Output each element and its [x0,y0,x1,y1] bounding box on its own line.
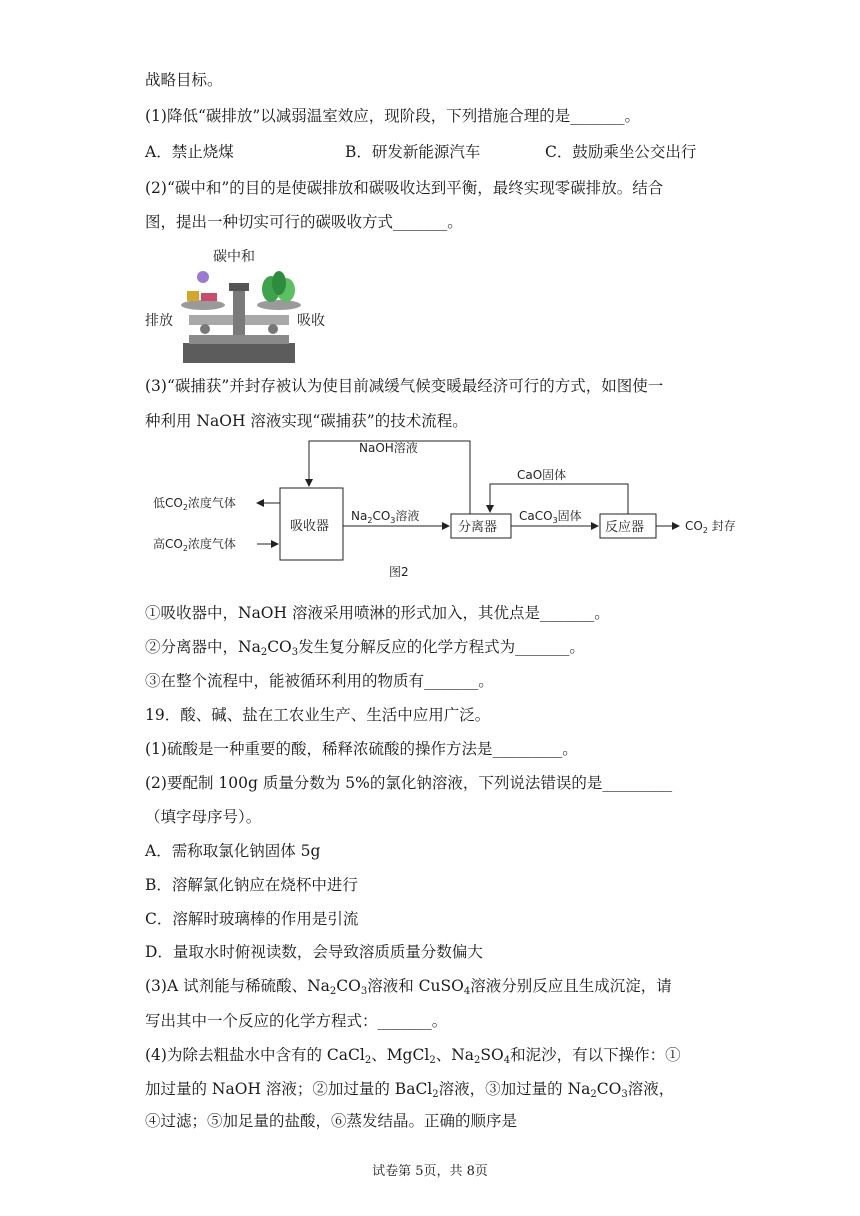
high-co2-label: 高$CO_2$浓度气体 [153,537,236,553]
question-2-text: (2)“碳中和”的目的是使碳排放和碳吸收达到平衡，最终实现零碳排放。结合 [145,179,664,197]
car-icon [201,293,217,301]
q19-option-b: B．溶解氯化钠应在烧杯中进行 [145,876,358,894]
balance-pillar [233,287,245,335]
carbon-neutral-balance-figure [145,243,345,368]
text-line: 战略目标。 [145,71,223,89]
question-19-title: 19．酸、碱、盐在工农业生产、生活中应用广泛。 [145,706,491,724]
absorber-label: 吸收器 [290,519,330,534]
balance-title: 碳中和 [213,249,255,265]
reactor-label: 反应器 [605,520,645,535]
options-row [145,141,715,163]
question-3-text-cont: 种利用 NaOH 溶液实现“碳捕获”的技术流程。 [145,412,468,430]
sub-question-3: ③在整个流程中，能被循环利用的物质有_______。 [145,672,494,690]
q19-part-1: (1)硫酸是一种重要的酸，稀释浓硫酸的操作方法是_________。 [145,740,578,758]
balance-base [183,343,295,363]
naoh-loop-label: NaOH溶液 [359,441,418,455]
smoke-icon [197,271,209,283]
q19-part-2-cont: （填字母序号）。 [145,808,262,826]
balance-knob-left [200,324,210,334]
question-2-text-cont: 图，提出一种切实可行的碳吸收方式_______。 [145,213,463,231]
question-3-text: (3)“碳捕获”并封存被认为使目前减缓气候变暖最经济可行的方式，如图使一 [145,377,664,395]
option-c: C．鼓励乘坐公交出行 [545,143,697,161]
balance-pan-right [257,300,301,310]
na2co3-label: $Na_2CO_3$溶液 [351,509,420,525]
cao-loop-label: CaO固体 [517,468,567,482]
question-1-text: (1)降低“碳排放”以减弱温室效应，现阶段，下列措施合理的是_______。 [145,107,641,125]
q19-part-3-cont: 写出其中一个反应的化学方程式：_______。 [145,1012,448,1030]
balance-pan-left [181,300,225,310]
balance-pillar-cap [229,283,249,291]
q19-part-4: (4)为除去粗盐水中含有的 CaCl$_2$、MgCl$_2$、$Na_2SO_4$和泥沙，有以下操作：① [145,1046,681,1066]
separator-label: 分离器 [458,520,498,535]
option-a: A．禁止烧煤 [145,143,234,161]
q19-part-3: (3)A 试剂能与稀硫酸、$Na_2CO_3$溶液和 CuSO$_4$溶液分别反应且生成沉淀，请 [145,977,672,997]
q19-option-c: C．溶解时玻璃棒的作用是引流 [145,910,359,928]
q19-option-d: D．量取水时俯视读数，会导致溶质质量分数偏大 [145,943,483,961]
page-footer: 试卷第 5页，共 8页 [372,1164,488,1179]
sub-question-2: ②分离器中，$Na_2CO_3$发生复分解反应的化学方程式为_______。 [145,638,585,658]
figure-caption: 图2 [389,565,409,579]
caco3-label: CaCO$_3$固体 [519,509,582,525]
sub-question-1: ①吸收器中，NaOH 溶液采用喷淋的形式加入，其优点是_______。 [145,604,610,622]
carbon-capture-flow-diagram [145,440,765,585]
q19-part-4-cont2: ④过滤；⑤加足量的盐酸，⑥蒸发结晶。正确的顺序是 [145,1112,518,1130]
balance-left-label: 排放 [145,313,173,329]
balance-right-label: 吸收 [297,313,325,329]
tree-icon [272,271,286,295]
low-co2-label: 低$CO_2$浓度气体 [153,496,236,512]
balance-knob-right [268,324,278,334]
option-b: B．研发新能源汽车 [345,143,481,161]
balance-base-top [189,335,289,344]
q19-part-4-cont: 加过量的 NaOH 溶液；②加过量的 BaCl$_2$溶液，③加过量的 $Na_2CO_3$溶液， [145,1080,675,1100]
q19-part-2: (2)要配制 100g 质量分数为 5%的氯化钠溶液，下列说法错误的是_________ [145,774,673,792]
co2-storage-label: $CO_2$ 封存 [685,519,736,535]
q19-option-a: A．需称取氯化钠固体 5g [145,842,321,860]
factory-icon [187,291,199,301]
